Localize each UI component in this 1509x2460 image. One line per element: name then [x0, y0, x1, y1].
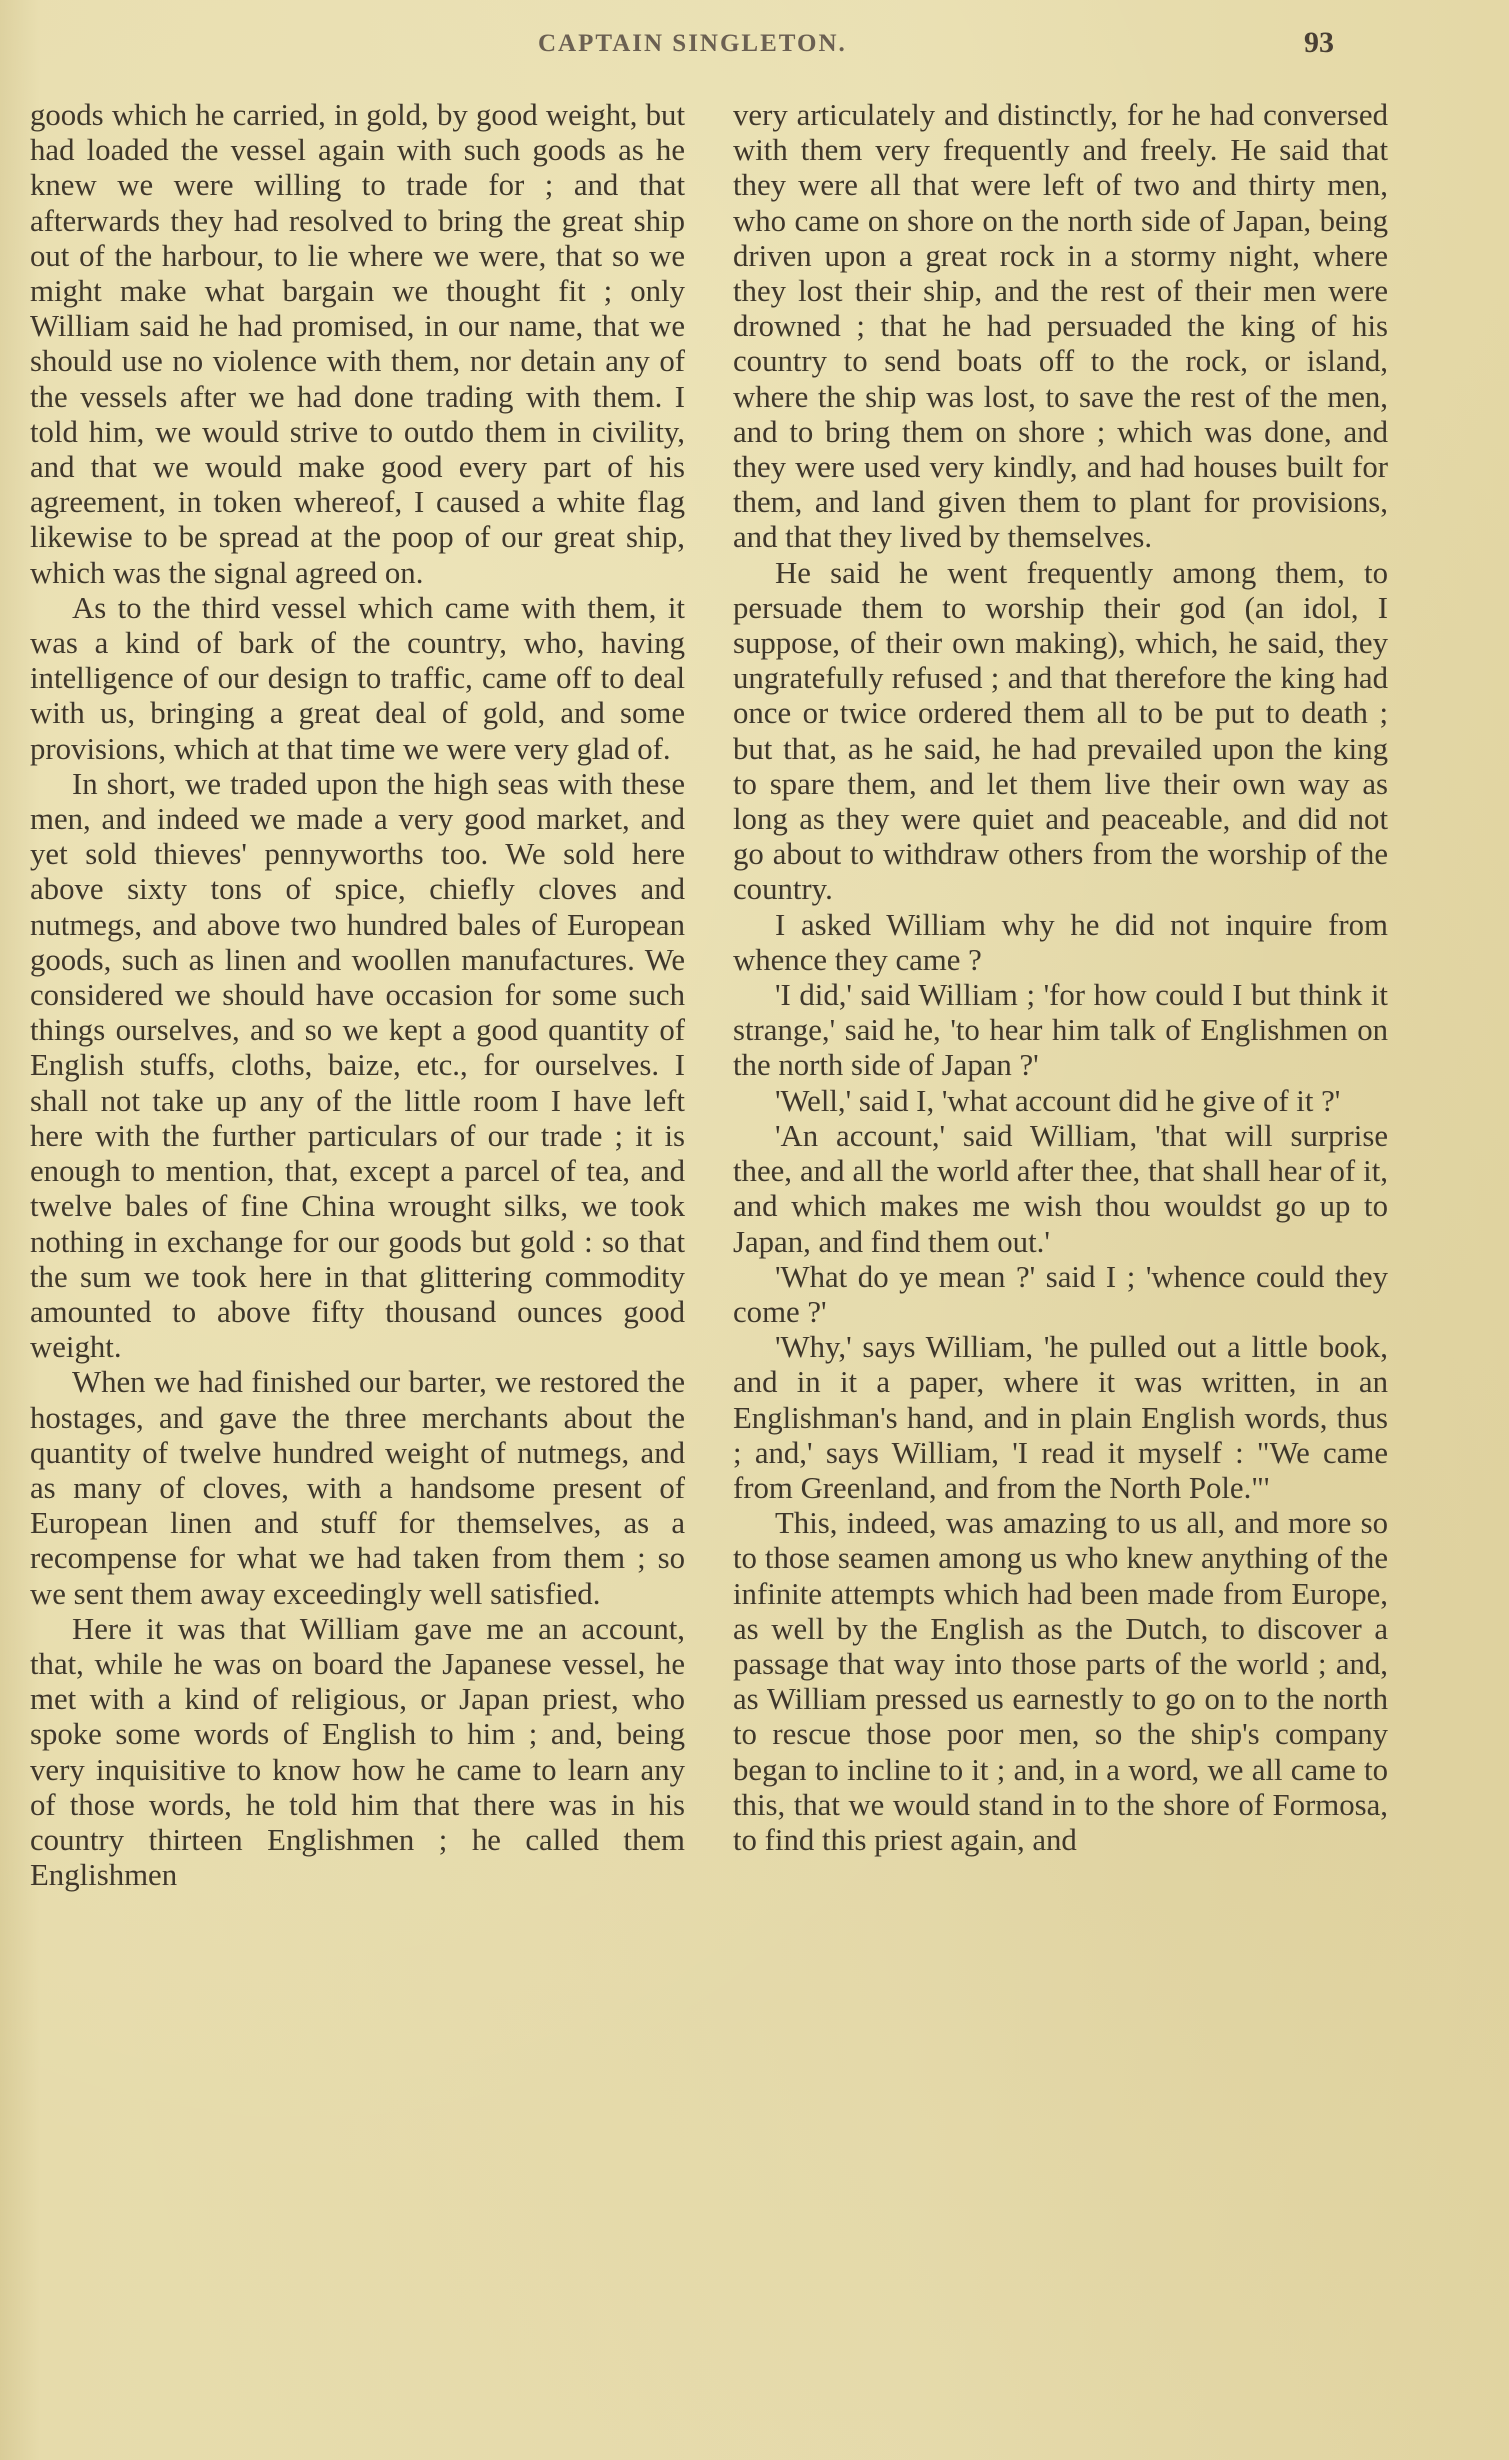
page-number: 93 — [1304, 26, 1334, 59]
paragraph: 'What do ye mean ?' said I ; 'whence could they come ?' — [733, 1259, 1388, 1329]
paragraph: As to the third vessel which came with them, it was a kind of bark of the country, who, having intelligence of our design to traffic, came off to deal with us, bringing a great deal of gold, and some provisions, which at that time we were very glad of. — [30, 590, 685, 766]
right-column — [733, 98, 1388, 1858]
paragraph: 'I did,' said William ; 'for how could I but think it strange,' said he, 'to hear him talk of Englishmen on the north side of Japan ?' — [733, 978, 1388, 1083]
paragraph: He said he went frequently among them, to persuade them to worship their god (an idol, I suppose, of their own making), which, he said, they ungratefully refused ; and that therefore the king had once or twice ordered them all to be put to death ; but that, as he said, he had prevailed upon the king to spare them, and let them live their own way as long as they were quiet and peaceable, and did not go about to withdraw others from the worship of the country. — [733, 555, 1388, 907]
running-head: CAPTAIN SINGLETON. — [538, 30, 847, 57]
paragraph: Here it was that William gave me an account, that, while he was on board the Japanese vessel, he met with a kind of religious, or Japan priest, who spoke some words of English to him ; and, being very inquisitive to know how he came to learn any of those words, he told him that there was in his country thirteen Englishmen ; he called them Englishmen — [30, 1611, 685, 1893]
page-header — [28, 24, 1378, 64]
paragraph: In short, we traded upon the high seas with these men, and indeed we made a very good market, and yet sold thieves' pennyworths too. We sold here above sixty tons of spice, chiefly cloves and nutmegs, and above two hundred bales of European goods, such as linen and woollen manufactures. We considered we should have occasion for some such things ourselves, and so we kept a good quantity of English stuffs, cloths, baize, etc., for ourselves. I shall not take up any of the little room I have left here with the further particulars of our trade ; it is enough to mention, that, except a parcel of tea, and twelve bales of fine China wrought silks, we took nothing in exchange for our goods but gold : so that the sum we took here in that glittering commodity amounted to above fifty thousand ounces good weight. — [30, 766, 685, 1365]
paragraph: goods which he carried, in gold, by good weight, but had loaded the vessel again with such goods as he knew we were willing to trade for ; and that afterwards they had resolved to bring the great ship out of the harbour, to lie where we were, that so we might make what bargain we thought fit ; only William said he had promised, in our name, that we should use no violence with them, nor detain any of the vessels after we had done trading with them. I told him, we would strive to outdo them in civility, and that we would make good every part of his agreement, in token whereof, I caused a white flag likewise to be spread at the poop of our great ship, which was the signal agreed on. — [30, 98, 685, 590]
paragraph: This, indeed, was amazing to us all, and more so to those seamen among us who knew anything of the infinite attempts which had been made from Europe, as well by the English as the Dutch, to discover a passage that way into those parts of the world ; and, as William pressed us earnestly to go on to the north to rescue those poor men, so the ship's company began to incline to it ; and, in a word, we all came to this, that we would stand in to the shore of Formosa, to find this priest again, and — [733, 1506, 1388, 1857]
paragraph: 'Why,' says William, 'he pulled out a little book, and in it a paper, where it was written, in an Englishman's hand, and in plain English words, thus ; and,' says William, 'I read it myself : "We came from Greenland, and from the North Pole."' — [733, 1330, 1388, 1505]
paragraph: very articulately and distinctly, for he had conversed with them very frequently and freely. He said that they were all that were left of two and thirty men, who came on shore on the north side of Japan, being driven upon a great rock in a stormy night, where they lost their ship, and the rest of their men were drowned ; that he had persuaded the king of his country to send boats off to the rock, or island, where the ship was lost, to save the rest of the men, and to bring them on shore ; which was done, and they were used very kindly, and had houses built for them, and land given them to plant for provisions, and that they lived by themselves. — [733, 98, 1388, 555]
paragraph: 'An account,' said William, 'that will surprise thee, and all the world after thee, that shall hear of it, and which makes me wish thou wouldst go up to Japan, and find them out.' — [733, 1118, 1388, 1259]
left-column — [30, 98, 685, 1893]
paragraph: I asked William why he did not inquire from whence they came ? — [733, 907, 1388, 977]
paragraph: 'Well,' said I, 'what account did he give of it ?' — [775, 1083, 1341, 1118]
paragraph: When we had finished our barter, we restored the hostages, and gave the three merchants about the quantity of twelve hundred weight of nutmegs, and as many of cloves, with a handsome present of European linen and stuff for themselves, as a recompense for what we had taken from them ; so we sent them away exceedingly well satisfied. — [30, 1365, 685, 1611]
